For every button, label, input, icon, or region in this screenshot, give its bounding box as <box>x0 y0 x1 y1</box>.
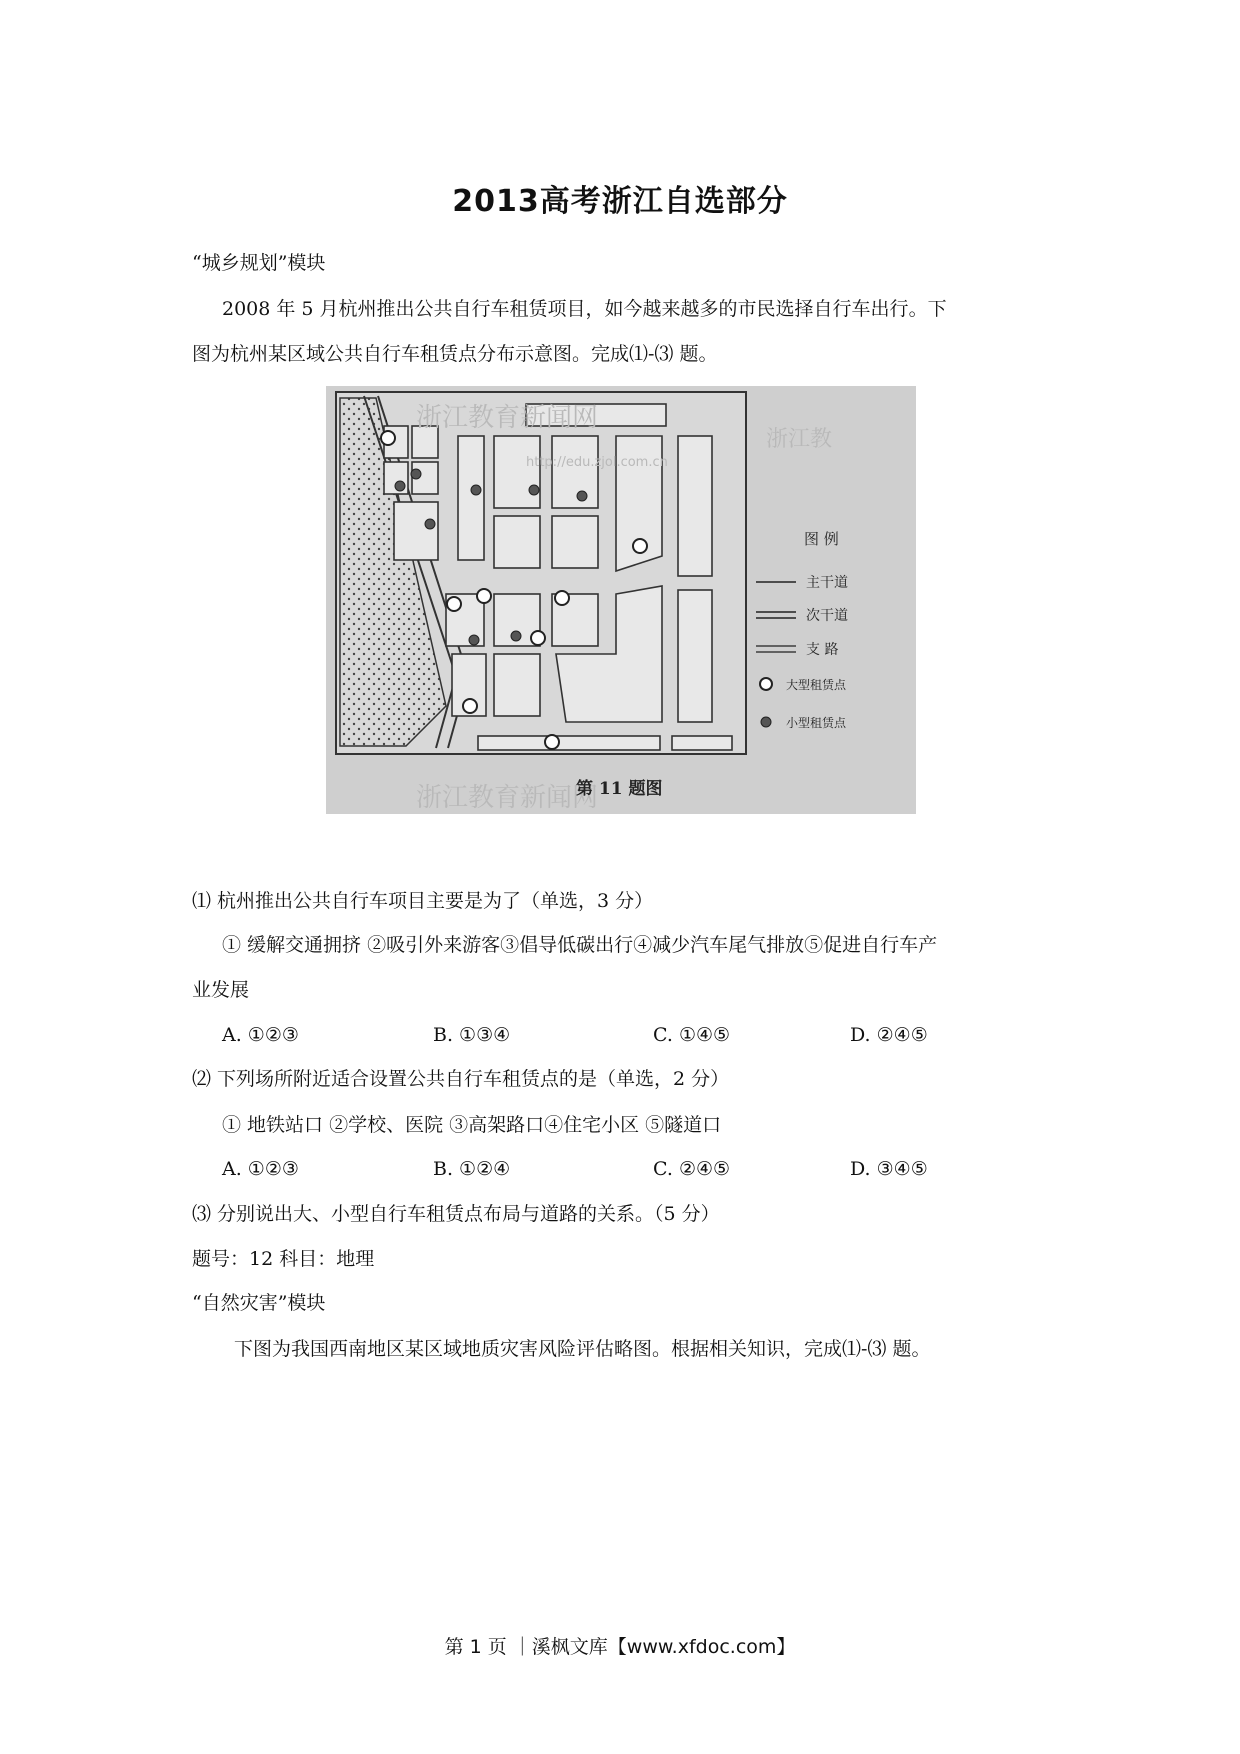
watermark-url: http://edu.zjol.com.cn <box>526 455 668 470</box>
large-rental-point <box>545 735 559 749</box>
legend-large-point: 大型租赁点 <box>786 678 847 692</box>
large-rental-point <box>381 431 395 445</box>
large-rental-point <box>531 631 545 645</box>
question-1-items-line2: 业发展 <box>192 979 250 1001</box>
small-rental-point <box>471 485 481 495</box>
module-heading-urban-planning: “城乡规划”模块 <box>192 252 326 274</box>
meta-line: 题号：12 科目：地理 <box>192 1248 375 1270</box>
small-rental-point <box>577 491 587 501</box>
q2-option-b: B. ①②④ <box>433 1158 511 1180</box>
large-rental-point <box>633 539 647 553</box>
q1-option-b: B. ①③④ <box>433 1024 511 1046</box>
q1-option-d: D. ②④⑤ <box>850 1024 928 1046</box>
legend-small-point: 小型租赁点 <box>786 716 847 730</box>
watermark-text: 浙江教育新闻网 <box>416 403 599 433</box>
large-rental-point <box>555 591 569 605</box>
question-3-stem: ⑶ 分别说出大、小型自行车租赁点布局与道路的关系。（5 分） <box>192 1203 720 1225</box>
large-rental-point <box>447 597 461 611</box>
legend-secondary-road: 次干道 <box>806 608 848 624</box>
small-point-symbol <box>761 717 771 727</box>
question-1-stem: ⑴ 杭州推出公共自行车项目主要是为了（单选，3 分） <box>192 890 654 912</box>
legend-branch-road: 支 路 <box>806 642 839 658</box>
q1-option-c: C. ①④⑤ <box>653 1024 731 1046</box>
map-svg <box>326 386 916 814</box>
q2-option-d: D. ③④⑤ <box>850 1158 928 1180</box>
small-rental-point <box>411 469 421 479</box>
question-1-items-line1: ① 缓解交通拥挤 ②吸引外来游客③倡导低碳出行④减少汽车尾气排放⑤促进自行车产 <box>222 934 938 956</box>
legend-title: 图 例 <box>804 530 839 548</box>
module2-intro: 下图为我国西南地区某区域地质灾害风险评估略图。根据相关知识，完成⑴-⑶ 题。 <box>234 1338 931 1360</box>
module-heading-natural-disaster: “自然灾害”模块 <box>192 1292 326 1314</box>
watermark-text: 浙江教育新闻网 <box>416 783 599 813</box>
large-point-symbol <box>760 678 772 690</box>
q2-option-a: A. ①②③ <box>222 1158 299 1180</box>
page-title: 2013高考浙江自选部分 <box>452 184 788 219</box>
legend-main-road: 主干道 <box>806 575 848 591</box>
question-2-items: ① 地铁站口 ②学校、医院 ③高架路口④住宅小区 ⑤隧道口 <box>222 1114 722 1136</box>
intro-paragraph-line1: 2008 年 5 月杭州推出公共自行车租赁项目，如今越来越多的市民选择自行车出行。下 <box>222 298 947 320</box>
page-footer: 第 1 页 ｜溪枫文库【www.xfdoc.com】 <box>444 1636 796 1658</box>
q2-option-c: C. ②④⑤ <box>653 1158 731 1180</box>
question-2-stem: ⑵ 下列场所附近适合设置公共自行车租赁点的是（单选，2 分） <box>192 1068 730 1090</box>
watermark-text: 浙江教 <box>766 427 833 452</box>
bicycle-rental-map-figure <box>326 386 916 814</box>
small-rental-point <box>529 485 539 495</box>
intro-paragraph-line2: 图为杭州某区域公共自行车租赁点分布示意图。完成⑴-⑶ 题。 <box>192 343 718 365</box>
small-rental-point <box>425 519 435 529</box>
large-rental-point <box>477 589 491 603</box>
large-rental-point <box>463 699 477 713</box>
figure-caption: 第 11 题图 <box>576 779 663 799</box>
small-rental-point <box>395 481 405 491</box>
small-rental-point <box>511 631 521 641</box>
small-rental-point <box>469 635 479 645</box>
q1-option-a: A. ①②③ <box>222 1024 299 1046</box>
